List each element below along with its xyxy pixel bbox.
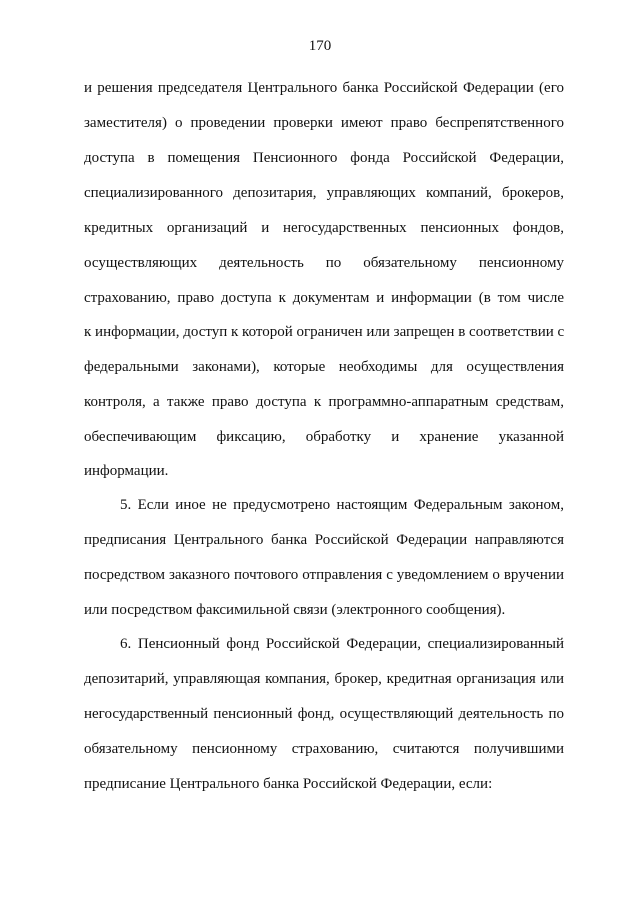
text-line: федеральными законами), которые необходимы для осуществления: [84, 359, 564, 375]
text-line: депозитарий, управляющая компания, брокер, кредитная организация или: [84, 671, 564, 687]
text-line: информации.: [84, 463, 169, 479]
text-line: и решения председателя Центрального банка Российской Федерации (его: [84, 80, 564, 96]
text-line: контроля, а также право доступа к программно-аппаратным средствам,: [84, 394, 564, 410]
text-line: страхованию, право доступа к документам и информации (в том числе: [84, 290, 564, 306]
text-line: обязательному пенсионному страхованию, считаются получившими: [84, 741, 564, 757]
text-line: кредитных организаций и негосударственных пенсионных фондов,: [84, 220, 564, 236]
text-line: заместителя) о проведении проверки имеют право беспрепятственного: [84, 115, 564, 131]
text-line: осуществляющих деятельность по обязательному пенсионному: [84, 255, 564, 271]
text-line: предписание Центрального банка Российской Федерации, если:: [84, 776, 493, 792]
text-line: обеспечивающим фиксацию, обработку и хранение указанной: [84, 429, 564, 445]
paragraph-6-first-line: 6. Пенсионный фонд Российской Федерации, специализированный: [120, 636, 564, 652]
paragraph-5-first-line: 5. Если иное не предусмотрено настоящим Федеральным законом,: [120, 497, 564, 513]
text-line: к информации, доступ к которой ограничен или запрещен в соответствии с: [84, 324, 565, 340]
text-line: посредством заказного почтового отправления с уведомлением о вручении: [84, 567, 564, 583]
text-line: предписания Центрального банка Российской Федерации направляются: [84, 532, 564, 548]
page-number: 170: [308, 38, 332, 54]
text-line: специализированного депозитария, управляющих компаний, брокеров,: [84, 185, 564, 201]
text-line: негосударственный пенсионный фонд, осуществляющий деятельность по: [84, 706, 564, 722]
text-line: или посредством факсимильной связи (электронного сообщения).: [84, 602, 506, 618]
text-line: доступа в помещения Пенсионного фонда Российской Федерации,: [84, 150, 564, 166]
